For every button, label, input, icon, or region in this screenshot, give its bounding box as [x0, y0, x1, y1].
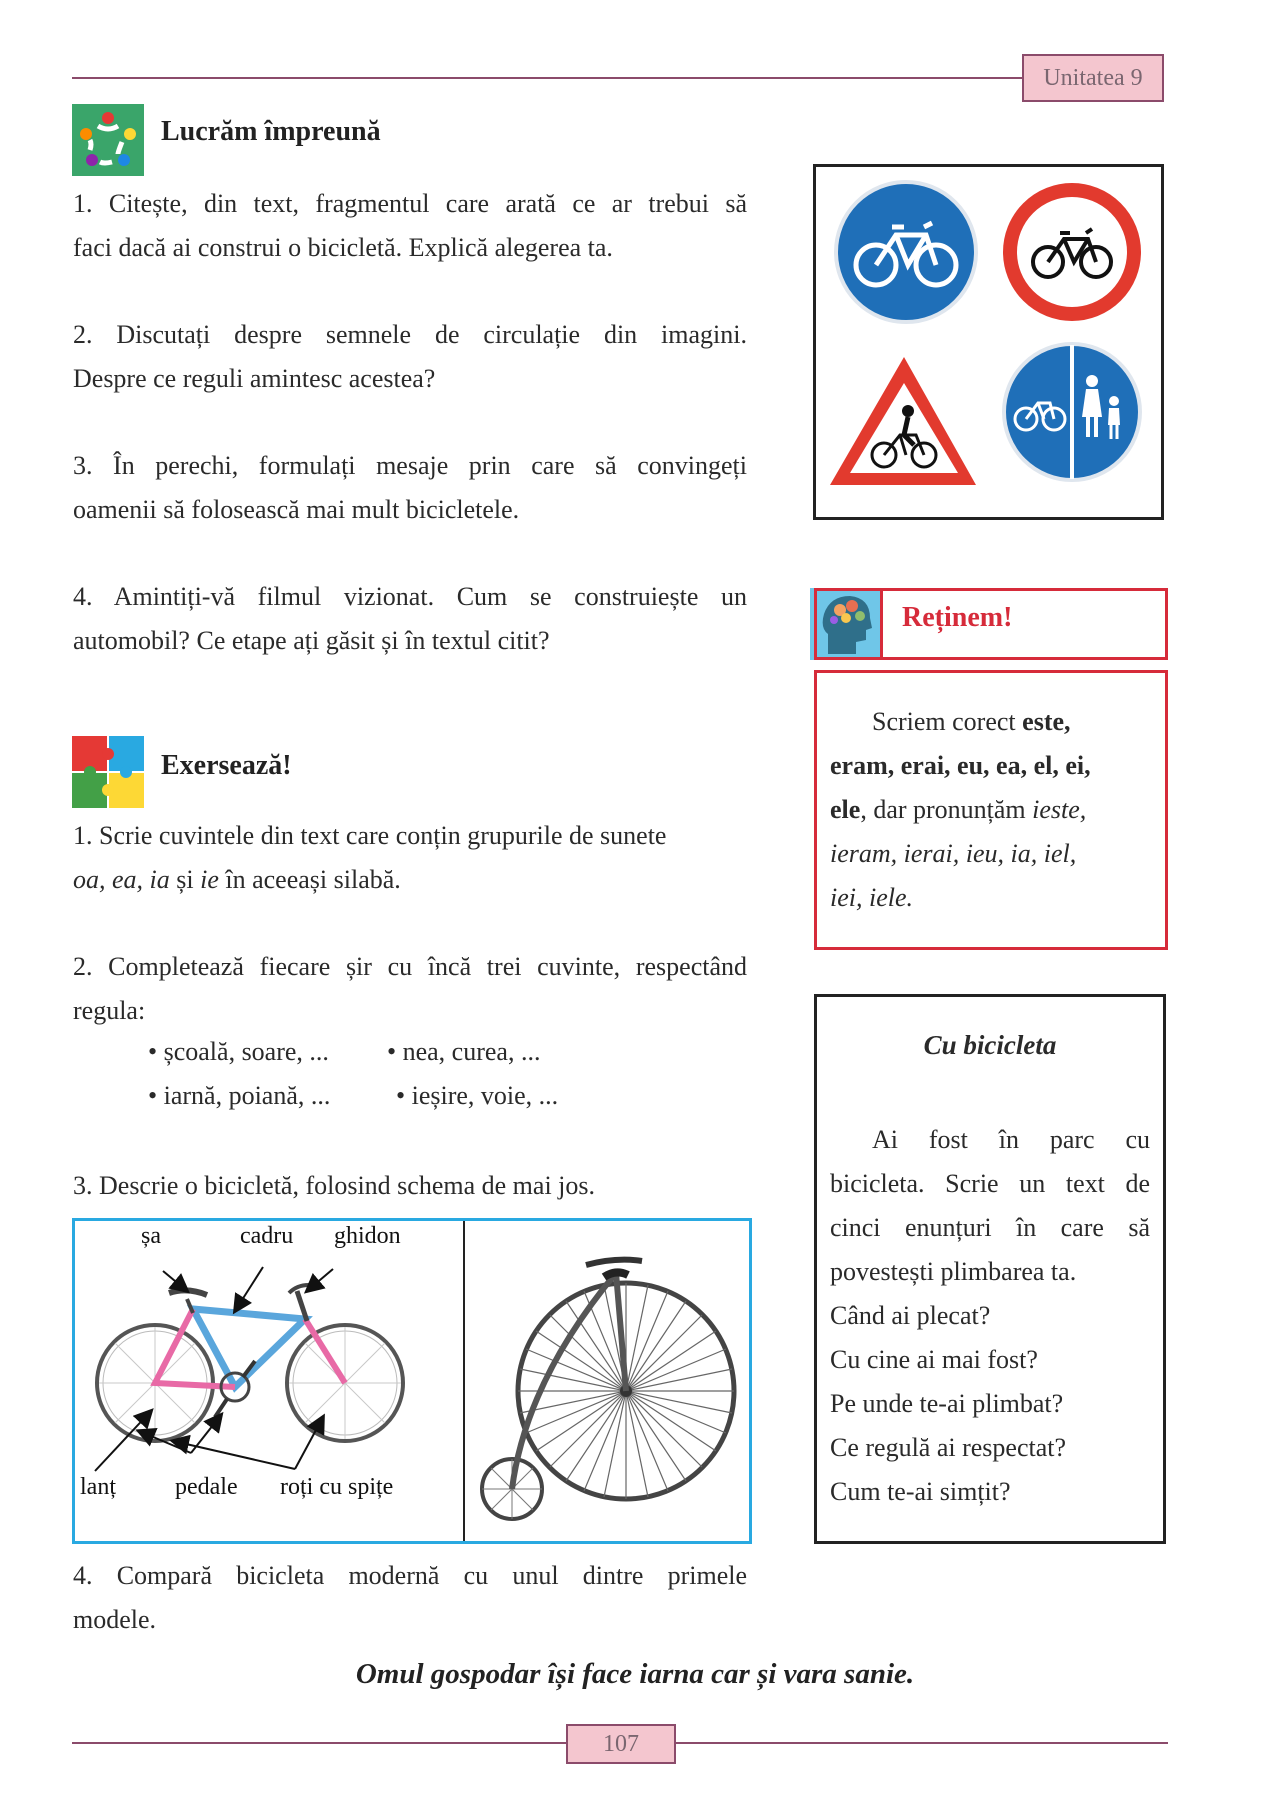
- lucram-item-1: 1. Citește, din text, fragmentul care arată ce ar trebui să faci dacă ai construi o bicicletă. Explică alegerea ta.: [73, 189, 747, 262]
- section-title-exerseaza: Exersează!: [161, 750, 292, 781]
- lucram-item-3: 3. În perechi, formulați mesaje prin care să convingeți oamenii să folosească mai mult bicicletele.: [73, 451, 747, 524]
- puzzle-icon: [72, 736, 144, 808]
- modern-bicycle-illustration: [75, 1221, 461, 1541]
- exerseaza-item-1: 1. Scrie cuvintele din text care conțin grupurile de sunete oa, ea, ia și ie în aceeași silabă.: [73, 821, 667, 894]
- diagram-divider: [463, 1221, 465, 1541]
- cyclists-warning-sign-icon: [830, 357, 976, 485]
- lucram-item-4: 4. Amintiți-vă filmul vizionat. Cum se construiește un automobil? Ce etape ați găsit și în textul citit?: [73, 582, 747, 655]
- footer-rule-right: [676, 1742, 1168, 1744]
- label-chain: lanț: [80, 1474, 116, 1500]
- label-saddle: șa: [141, 1223, 161, 1249]
- writing-task-title: Cu bicicleta: [923, 1030, 1057, 1060]
- label-spoked-wheels: roți cu spițe: [280, 1474, 394, 1500]
- teamwork-icon: [72, 104, 144, 176]
- retinem-title: Reținem!: [902, 602, 1013, 633]
- traffic-signs-panel: [813, 164, 1164, 520]
- bicycle-path-sign-icon: [836, 182, 976, 322]
- writing-task-text: Ai fost în parc cu bicicleta. Scrie un text de cinci enunțuri în care să povestești plimbarea ta. Când ai plecat? Cu cine ai mai fost? Pe unde te-ai plimbat? Ce regulă ai respectat? Cum te-ai simțit?: [830, 1125, 1150, 1506]
- section-title-lucram: Lucrăm împreună: [161, 116, 381, 147]
- no-bicycles-sign-icon: [1010, 190, 1134, 314]
- bullet-list-3: • iarnă, poiană, ...: [148, 1081, 331, 1110]
- penny-farthing-illustration: [466, 1221, 749, 1541]
- retinem-rule-text: Scriem corect este, eram, erai, eu, ea, el, ei, ele, dar pronunțăm ieste, ieram, ierai, ieu, ia, iel, iei, iele.: [830, 707, 1091, 912]
- page-number: 107: [566, 1724, 676, 1764]
- exerseaza-item-2: 2. Completează fiecare șir cu încă trei cuvinte, respectând regula:: [73, 952, 747, 1025]
- shared-path-sign-icon: [1004, 344, 1140, 480]
- retinem-divider: [880, 588, 883, 660]
- unit-label: Unitatea 9: [1022, 54, 1164, 102]
- label-frame: cadru: [240, 1223, 294, 1249]
- bullet-list-2: • nea, curea, ...: [387, 1037, 541, 1066]
- footer-rule-left: [72, 1742, 566, 1744]
- lucram-item-2: 2. Discutați despre semnele de circulație din imagini. Despre ce reguli amintesc acestea?: [73, 320, 747, 393]
- exerseaza-item-4: 4. Compară bicicleta modernă cu unul dintre primele modele.: [73, 1561, 747, 1634]
- label-pedals: pedale: [175, 1474, 238, 1500]
- header-rule: [72, 77, 1022, 79]
- exerseaza-item-3: 3. Descrie o bicicletă, folosind schema de mai jos.: [73, 1171, 596, 1200]
- label-handlebar: ghidon: [334, 1223, 401, 1249]
- proverb: Omul gospodar își face iarna car și vara sanie.: [355, 1658, 915, 1690]
- bullet-list-4: • ieșire, voie, ...: [396, 1081, 559, 1110]
- bullet-list-1: • școală, soare, ...: [148, 1037, 329, 1066]
